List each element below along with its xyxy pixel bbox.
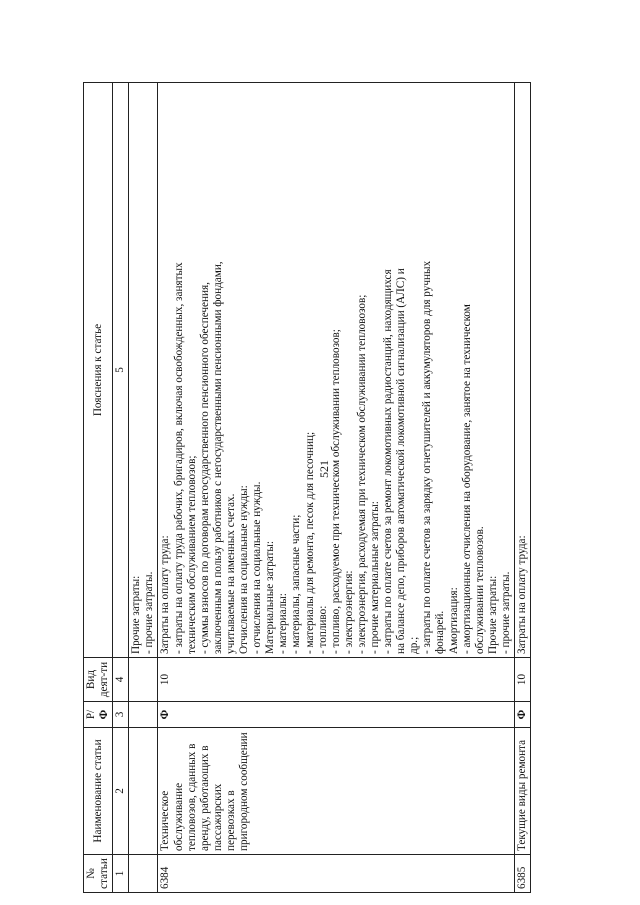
item-number: 6384 <box>158 855 515 893</box>
column-numbers-row <box>113 83 129 893</box>
item-name: Текущие виды ремонта <box>515 728 531 855</box>
col-number: 2 <box>113 728 129 855</box>
explanation-line: - амортизационные отчисления на оборудование, занятое на техническом <box>460 304 473 654</box>
explanation-line: техническим обслуживанием тепловозов; <box>185 455 198 654</box>
table-header-row <box>84 83 113 893</box>
item-name: Техническое обслуживание тепловозов, сданных в аренду, работающих в пассажирских перевозках в пригородном сообщении <box>158 728 515 855</box>
explanation-line: - суммы взносов по договорам негосударственного пенсионного обеспечения, <box>198 282 211 654</box>
expense-items-table <box>83 82 531 893</box>
explanation-line: Отчисления на социальные нужды: <box>238 485 251 654</box>
item-number: 6385 <box>515 855 531 893</box>
item-activity-type: 10 <box>158 658 515 702</box>
explanation-line: - материалы для ремонта, песок для песочниц; <box>303 431 316 654</box>
explanation-line: - затраты по оплате счетов за ремонт локомотивных радиостанций, находящихся <box>382 269 395 654</box>
explanation-line: - отчисления на социальные нужды. <box>251 481 264 654</box>
explanation-line: - прочие затраты. <box>499 571 512 654</box>
explanation-line: Амортизация: <box>447 587 460 654</box>
explanation-line: учитываемые на именных счетах. <box>224 493 237 654</box>
col-number: 3 <box>113 702 129 728</box>
header-vid: Вид деят-ти <box>84 658 113 702</box>
col-number: 1 <box>113 855 129 893</box>
rotated-table-area <box>83 83 528 893</box>
explanation-line: Затраты на оплату труда: <box>516 535 528 654</box>
item-rf: Ф <box>158 702 515 728</box>
explanation-line: Прочие затраты: <box>130 575 143 654</box>
header-rf: Р/ Ф <box>84 702 113 728</box>
page-number: 521 <box>317 460 331 478</box>
item-activity-type: 10 <box>515 658 531 702</box>
explanation-line: - затраты по оплате счетов за зарядку огнетушителей и аккумуляторов для ручных <box>421 260 434 654</box>
explanation-line: заключенным в пользу работников с негосударственными пенсионными фондами, <box>211 261 224 654</box>
explanation-cell <box>515 83 531 658</box>
explanation-line: др.; <box>408 636 421 654</box>
header-name: Наименование статьи <box>84 728 113 855</box>
explanation-cell <box>129 83 158 658</box>
explanation-line: - прочие материальные затраты: <box>368 501 381 654</box>
explanation-line: фонарей. <box>434 610 447 654</box>
explanation-line: - топливо, расходуемое при техническом обслуживании тепловозов; <box>329 329 342 654</box>
table-row <box>158 83 515 893</box>
explanation-line: - электроэнергия, расходуемая при техническом обслуживании тепловозов; <box>355 294 368 654</box>
header-explanation: Пояснения к статье <box>84 83 113 658</box>
explanation-line: Затраты на оплату труда: <box>159 535 172 654</box>
explanation-line: обслуживании тепловозов. <box>473 526 486 654</box>
explanation-line: - электроэнергия: <box>342 570 355 654</box>
explanation-line: Материальные затраты: <box>264 541 277 654</box>
explanation-line: на балансе депо, приборов автоматической локомотивной сигнализации (АЛС) и <box>395 268 408 654</box>
header-num: № статьи <box>84 855 113 893</box>
item-rf: Ф <box>515 702 531 728</box>
explanation-line: - материалы, запасные части; <box>290 514 303 654</box>
explanation-line: - прочие затраты. <box>143 571 156 654</box>
continuation-row <box>129 83 158 893</box>
explanation-line: - топливо: <box>316 605 329 654</box>
col-number: 5 <box>113 83 129 658</box>
explanation-line: Прочие затраты: <box>486 575 499 654</box>
explanation-line: - затраты на оплату труда рабочих, бригадиров, включая освобожденных, занятых <box>172 262 185 654</box>
explanation-cell <box>158 83 515 658</box>
explanation-line: - материалы: <box>277 593 290 654</box>
col-number: 4 <box>113 658 129 702</box>
table-row <box>515 83 531 893</box>
